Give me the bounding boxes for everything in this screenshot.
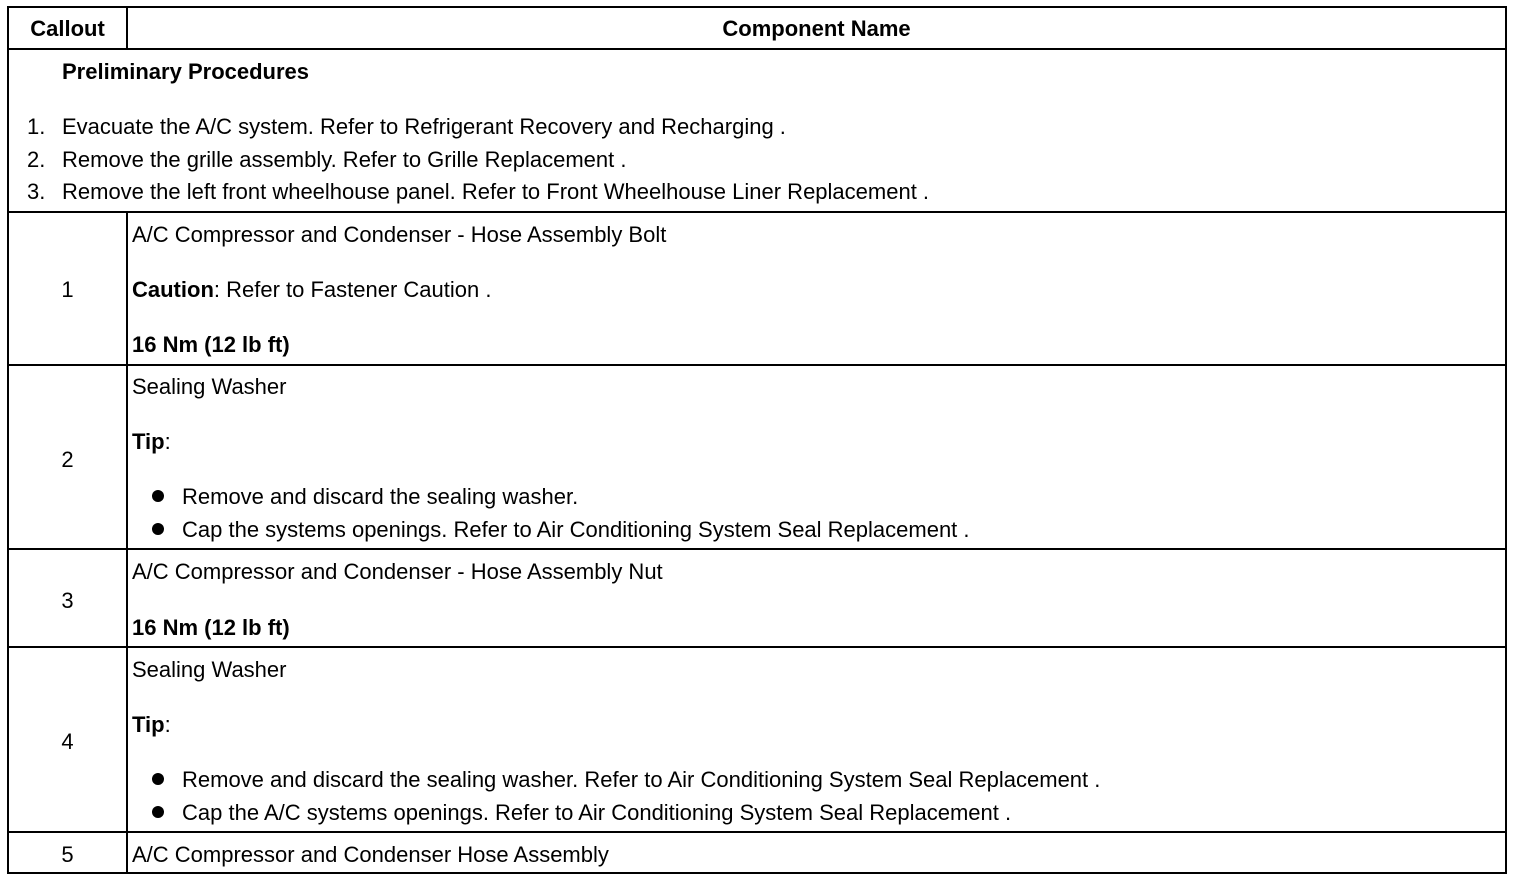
tip-item: Cap the systems openings. Refer to Air Conditioning System Seal Replacement . — [182, 517, 970, 542]
component-table — [7, 6, 1507, 874]
tip-colon: : — [164, 429, 171, 454]
component-name: Sealing Washer — [132, 374, 287, 399]
row-divider — [9, 646, 1505, 648]
tip-item: Remove and discard the sealing washer. — [182, 484, 579, 509]
step-text: Remove the grille assembly. Refer to Grille Replacement . — [62, 147, 627, 172]
preliminary-title: Preliminary Procedures — [62, 59, 310, 84]
component-name: A/C Compressor and Condenser - Hose Assembly Bolt — [132, 222, 667, 247]
bullet-icon — [152, 806, 164, 818]
caution-note — [132, 277, 491, 303]
tip-label: Tip — [132, 429, 165, 454]
row-divider — [9, 211, 1505, 213]
step-number: 2. — [27, 147, 46, 172]
component-name: Sealing Washer — [132, 657, 287, 682]
row-divider — [9, 548, 1505, 550]
tip-label: Tip — [132, 712, 165, 737]
torque-spec: 16 Nm (12 lb ft) — [132, 615, 290, 640]
header-component-name: Component Name — [722, 16, 911, 41]
tip-item: Remove and discard the sealing washer. Refer to Air Conditioning System Seal Replacement . — [182, 767, 1101, 792]
step-text: Remove the left front wheelhouse panel. Refer to Front Wheelhouse Liner Replacement . — [62, 179, 930, 204]
callout-number: 4 — [61, 729, 74, 754]
caution-text: : Refer to Fastener Caution . — [213, 277, 492, 302]
callout-number: 5 — [61, 842, 74, 867]
tip-note — [132, 429, 171, 455]
step-number: 1. — [27, 114, 46, 139]
column-divider — [126, 212, 128, 874]
tip-item: Cap the A/C systems openings. Refer to Air Conditioning System Seal Replacement . — [182, 800, 1012, 825]
row-divider — [9, 831, 1505, 833]
bullet-icon — [152, 523, 164, 535]
step-text: Evacuate the A/C system. Refer to Refrigerant Recovery and Recharging . — [62, 114, 786, 139]
row-divider — [9, 48, 1505, 50]
bullet-icon — [152, 773, 164, 785]
tip-colon: : — [164, 712, 171, 737]
callout-number: 3 — [61, 588, 74, 613]
step-number: 3. — [27, 179, 46, 204]
header-callout: Callout — [30, 16, 105, 41]
component-name: A/C Compressor and Condenser Hose Assembly — [132, 842, 609, 867]
row-divider — [9, 364, 1505, 366]
bullet-icon — [152, 490, 164, 502]
torque-spec: 16 Nm (12 lb ft) — [132, 332, 290, 357]
callout-number: 2 — [61, 447, 74, 472]
caution-label: Caution — [132, 277, 214, 302]
component-name: A/C Compressor and Condenser - Hose Assembly Nut — [132, 559, 663, 584]
callout-number: 1 — [61, 277, 74, 302]
tip-note — [132, 712, 171, 738]
